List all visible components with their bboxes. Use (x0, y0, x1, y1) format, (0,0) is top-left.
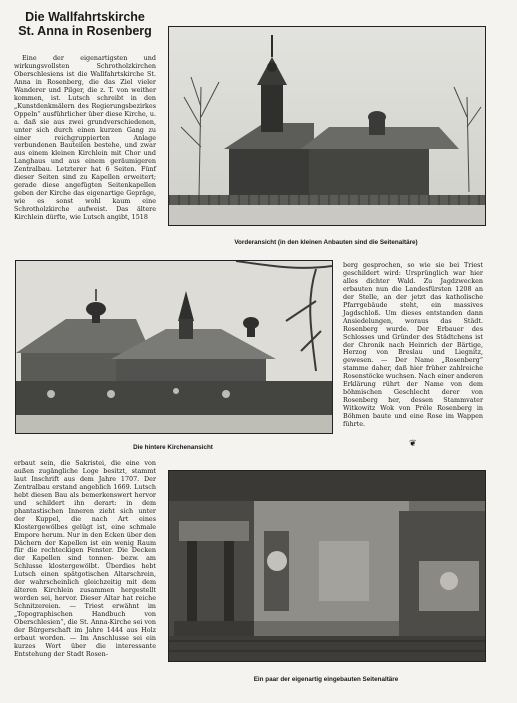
photo-front-view (168, 26, 486, 226)
caption-back-view: Die hintere Kirchenansicht (133, 444, 213, 451)
article-title (14, 10, 156, 38)
article-column-bottom (14, 460, 156, 698)
photo-back-view (15, 260, 333, 434)
caption-front-view: Vorderansicht (in den kleinen Anbauten sind die Seitenaltäre) (234, 239, 418, 246)
photo-interior (168, 470, 486, 662)
caption-interior: Ein paar der eigenartig eingebauten Seitenaltäre (253, 676, 399, 683)
article-paragraph-2: berg gesprochen, so wie sie bei Triest geschildert wird: Ursprünglich war hier alles dichter Wald. Zu Jagdzwecken erbauten nun die Landesfürsten 1208 an der Stelle, an der jetzt das katholische Pfarrgebäude steht, ein massives Jagdschloß. Um dieses entstanden dann Ansiedelungen, woraus das Städt. Rosenberg wurde. Der Erbauer des Schlosses und Gründer des Städtchens ist der Chronik nach Heinrich der Bärtige, Herzog von Breslau und Liegnitz, gewesen. — Der Name „Rosenberg“ stamme daher, daß hier früher zahlreiche Rosenstöcke wuchsen. Nach einer anderen Erklärung rührt der Name von dem böhmischen Geschlecht derer von Rosenberg her, dessen Stammvater Witkowitz Wok von Préle Rosenberg in Böhmen baute und eine Rose im Wappen führte. (343, 261, 484, 429)
article-column-top (14, 55, 156, 251)
decorative-ornament: ❦ (409, 439, 417, 449)
title-line-2: St. Anna in Rosenberg (18, 24, 152, 38)
article-paragraph-1: Eine der eigenartigsten und wirkungsvollsten Schrotholzkirchen Oberschlesiens ist die Wallfahrtskirche St. Anna in Rosenberg, die das Ziel vieler Wanderer und Pilger, die z. T. von weither kommen, ist. Lutsch schreibt in den „Kunstdenkmälern des Regierungsbezirkes Oppeln“ ausführlicher über diese Kirche, u. a. daß sie aus zwei grundverschiedenen, unter sich durch einen kurzen Gang zu einer reichgruppierten Anlage verbundenen Bauteilen bestehe, und zwar aus einem kleinen Kirchlein mit Chor und Langhaus und aus einem geräumigeren Zentralbau. Letzterer hat 6 Seiten. Fünf dieser Seiten sind zu Kapellen erweitert; gerade diese angefügten Seitenkapellen geben der Kirche das eigenartige Gepräge, wie es sonst wohl kaum eine Schrotholzkirche aufweist. Das ältere Kirchlein dürfte, wie Lutsch angibt, 1518 (14, 54, 156, 222)
article-paragraph-3: erbaut sein, die Sakristei, die eine von außen zugängliche Loge besitzt, stammt laut Inschrift aus dem Jahre 1707. Der Zentralbau erstand angeblich 1669. Lutsch hebt diesen Bau als bemerkenswert hervor und schildert ihn derart: in dem phantastischen Inneren zieht sich unter der Kuppel, die nach Art eines Klostergewölbes gelügt ist, eine schmale Empore herum. Nur in den Ecken über den Dächern der Kapellen ist ein wenig Raum für die rechteckigen Fenster. Die Decken der Kapellen sind tonnen- bezw. am Schlusse klostergewölbt. Überdies hebt Lutsch einen spätgotischen Altarschrein, der wahrscheinlich gleichzeitig mit dem älteren Kirchlein zusammen hergestellt worden sei, hervor. Dieser Altar hat reiche Schnitzereien. — Triest erwähnt im „Topographischen Handbuch von Oberschlesien“, die St. Anna-Kirche sei von der Bürgerschaft im Jahre 1444 aus Holz erbaut worden. — Im Anschlusse sei ein kurzes Wort über die interessante Entstehung der Stadt Rosen- (14, 459, 156, 658)
title-line-1: Die Wallfahrtskirche (25, 10, 145, 24)
article-column-middle (343, 262, 483, 438)
